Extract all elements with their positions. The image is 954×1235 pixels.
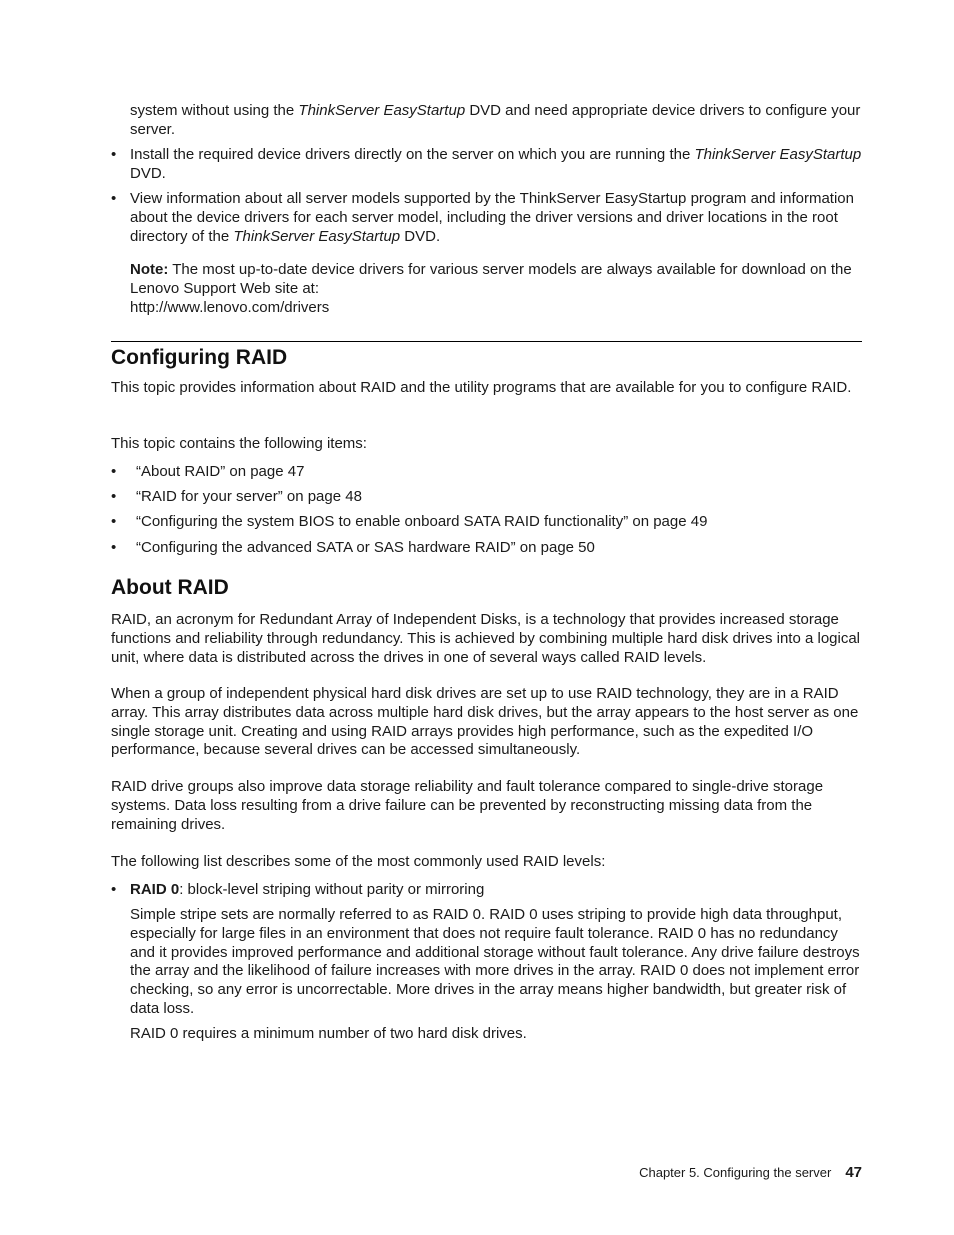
configuring-intro: This topic provides information about RAID and the utility programs that are available for you to configure RAID. xyxy=(111,379,852,396)
document-page: system without using the ThinkServer EasyStartup DVD and need appropriate device drivers to configure your server. • Install the required device drivers directly on the server on which you are running the ThinkServer EasyStartup DVD. • View information about all server models supported by the ThinkServer EasyStartup program and information about the device drivers for each server model, including the driver versions and driver locations in the root directory of the ThinkServer EasyStartup DVD. Note: The most up-to-date device drivers for various server models are always available for download on the Lenovo Support Web site at: http://www.lenovo.com/drivers Configuring RAID This topic provides information about RAID and the utility programs that are available for you to configure RAID. This topic contains the following items: • “About RAID” on page 47 • “RAID for your server” on page 48 • “Configuring the system BIOS to enable onboard SATA RAID functionality” on page 49 • “Configuring the advanced SATA or SAS hardware RAID” on page 50 About RAID RAID, an acronym for Redundant Array of Independent Disks, is a technology that provides increased storage functions and reliability through redundancy. This is achieved by combining multiple hard disk drives into a logical unit, where data is distributed across the drives in one of several ways called RAID levels. When a group of independent physical hard disk drives are set up to use RAID technology, they are in a RAID array. This array distributes data across multiple hard disk drives, but the array appears to the host server as one single storage unit. Creating and using RAID arrays provides high performance, such as the expedited I/O performance, because several drives can be accessed simultaneously. RAID drive groups also improve data storage reliability and fault tolerance compared to single-drive storage systems. Data loss resulting from a drive failure can be prevented by reconstructing missing data from the remaining drives. The following list describes some of the most commonly used RAID levels: • RAID 0: block-level striping without parity or mirroring Simple stripe sets are normally referred to as RAID 0. RAID 0 uses striping to provide high data throughput, especially for large files in an environment that does not require fault tolerance. RAID 0 has no redundancy and it provides improved performance and additional storage without fault tolerance. Any drive failure destroys the array and the likelihood of failure increases with more drives in the array. RAID 0 does not implement error checking, so any error is uncorrectable. More drives in the array means higher bandwidth, but greater risk of data loss. RAID 0 requires a minimum number of two hard disk drives. Chapter 5. Configuring the server 47 xyxy=(111,102,862,1181)
note-block: Note: The most up-to-date device drivers for various server models are always available for download on the Lenovo Support Web site at: http://www.lenovo.com/drivers xyxy=(130,261,864,317)
bullet-icon: • xyxy=(111,539,117,556)
drivers-url: http://www.lenovo.com/drivers xyxy=(130,298,330,316)
note-label: Note: xyxy=(130,261,169,278)
intro-continuation: system without using the ThinkServer EasyStartup DVD and need appropriate device drivers to configure your server. xyxy=(130,102,861,138)
bullet-icon: • xyxy=(111,463,117,480)
about-paragraph-2: When a group of independent physical hard disk drives are set up to use RAID technology, they are in a RAID array. This array distributes data across multiple hard disk drives, but the array appears to the host server as one single storage unit. Creating and using RAID arrays provides high performance, such as the expedited I/O performance, because several drives can be accessed simultaneously. xyxy=(111,685,859,759)
bullet-icon: • xyxy=(111,488,117,505)
configuring-items-lead: This topic contains the following items: xyxy=(111,435,367,452)
footer-chapter: Chapter 5. Configuring the server xyxy=(639,1165,832,1180)
raid0-label: RAID 0 xyxy=(130,881,180,898)
about-paragraph-3: RAID drive groups also improve data storage reliability and fault tolerance compared to single-drive storage systems. Data loss resulting from a drive failure can be prevented by reconstructing missing data from the remaining drives. xyxy=(111,778,824,833)
section-divider xyxy=(111,341,862,342)
bullet-icon: • xyxy=(111,190,117,207)
heading-about-raid: About RAID xyxy=(111,576,229,599)
bullet-icon: • xyxy=(111,146,117,163)
raid0-requirement: RAID 0 requires a minimum number of two hard disk drives. xyxy=(130,1025,527,1042)
about-paragraph-4: The following list describes some of the most commonly used RAID levels: xyxy=(111,853,606,870)
raid0-description: Simple stripe sets are normally referred to as RAID 0. RAID 0 uses striping to provide high data throughput, especially for large files in an environment that does not require fault tolerance. RAID 0 has no redundancy and it provides improved performance and additional storage without fault tolerance. Any drive failure destroys the array and the likelihood of failure increases with more drives in the array. RAID 0 does not implement error checking, so any error is uncorrectable. More drives in the array means higher bandwidth, but greater risk of data loss. xyxy=(130,906,860,1017)
bullet-icon: • xyxy=(111,881,117,898)
page-number: 47 xyxy=(845,1164,862,1181)
about-paragraph-1: RAID, an acronym for Redundant Array of Independent Disks, is a technology that provides increased storage functions and reliability through redundancy. This is achieved by combining multiple hard disk drives into a logical unit, where data is distributed across the drives in one of several ways called RAID levels. xyxy=(111,611,861,666)
bullet-icon: • xyxy=(111,513,117,530)
page-footer xyxy=(600,1164,862,1183)
heading-configuring-raid: Configuring RAID xyxy=(111,346,288,369)
